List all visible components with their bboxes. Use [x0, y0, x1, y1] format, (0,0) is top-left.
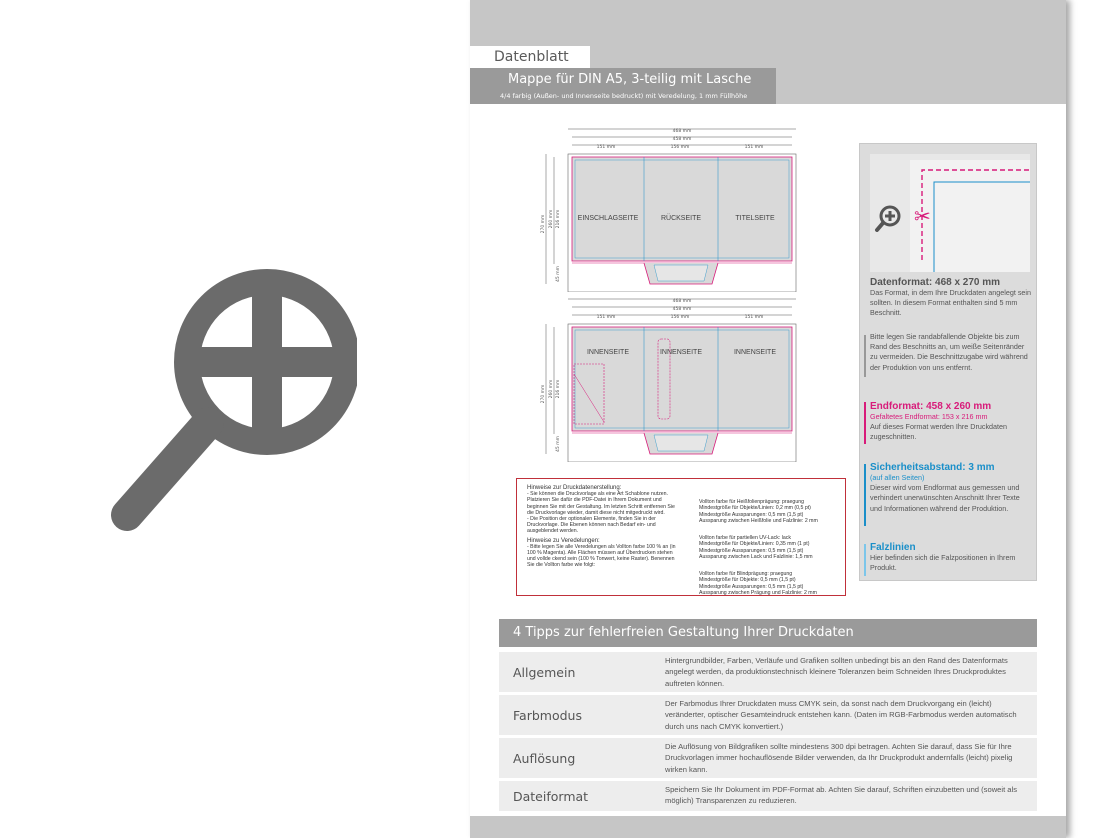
safety-text: Dieser wird vom Endformat aus gemessen und verhindert unerwünschten Anschnitt Ihrer Texte und Informationen während der Produktion.	[870, 483, 1020, 513]
dim-height-panel: 216 mm	[556, 379, 561, 399]
tip-row-allgemein	[499, 652, 1037, 692]
bleed-preview	[870, 154, 1030, 272]
dim-panel-left: 151 mm	[596, 315, 616, 320]
dim-inner: 458 mm	[672, 307, 692, 312]
fold-marker	[864, 544, 866, 576]
hint-finishing: - Bitte legen Sie alle Veredelungen als Vollton farbe 100 % an (in 100 % Magenta). Alle Flächen müssen auf Überdrucken stehen und vollde ckend sein (100 % Tonwert, keine Raster). Benennen Sie die Vollton farbe wie folgt:	[527, 543, 676, 569]
tips-title-bar: 4 Tipps zur fehlerfreien Gestaltung Ihrer Druckdaten	[499, 619, 1037, 647]
scissors-icon: ✂	[914, 204, 931, 228]
hint-layers: - Die Position der optionalen Elemente, finden Sie in der Druckvorlage. Die Ebenen können nach Bedarf ein- und ausgeblendet werden.	[527, 516, 656, 535]
dim-panel-right: 151 mm	[744, 315, 764, 320]
datenformat-title: Datenformat: 468 x 270 mm	[870, 277, 1001, 288]
tip-label: Farbmodus	[513, 708, 582, 723]
safety-marker	[864, 464, 866, 526]
datenformat-text: Das Format, in dem Ihre Druckdaten angelegt sein sollten. In diesem Format enthalten sind 5 mm Beschnitt.	[870, 288, 1031, 318]
hints-right	[699, 493, 849, 602]
dim-total: 468 mm	[672, 299, 692, 304]
dim-flap: 45 mm	[556, 436, 561, 452]
datenformat-section	[870, 277, 1032, 319]
tip-row-aufloesung	[499, 738, 1037, 778]
label-titelseite: TITELSEITE	[735, 215, 775, 222]
diagram-inner	[540, 294, 802, 462]
bleed-marker	[864, 335, 866, 377]
dim-panel-mid: 156 mm	[670, 315, 690, 320]
dim-height-inner: 260 mm	[549, 379, 554, 399]
magnifier-plus-icon[interactable]	[874, 204, 902, 232]
tip-text: Hintergrundbilder, Farben, Verläufe und Grafiken sollten unbedingt bis an den Rand des Datenformats angelegt werden, da produktionstechnisch kleinere Toleranzen beim Schneiden Ihres Druckproduktes auftreten können.	[665, 656, 1008, 688]
product-subtitle: 4/4 farbig (Außen- und Innenseite bedruckt) mit Veredelung, 1 mm Füllhöhe	[500, 92, 748, 100]
label-einschlagseite: EINSCHLAGSEITE	[577, 215, 639, 222]
tip-row-dateiformat	[499, 781, 1037, 811]
endformat-marker	[864, 402, 866, 444]
dim-height-panel: 216 mm	[556, 209, 561, 229]
dim-inner: 458 mm	[672, 137, 692, 142]
tip-label: Allgemein	[513, 665, 576, 680]
endformat-subtitle: Gefaltetes Endformat: 153 x 216 mm	[870, 412, 988, 421]
label-innenseite-left: INNENSEITE	[586, 349, 630, 356]
label-innenseite-right: INNENSEITE	[733, 349, 777, 356]
tip-text: Die Auflösung von Bildgrafiken sollte mindestens 300 dpi betragen. Achten Sie darauf, dass Sie für Ihre Druckvorlagen immer hochauflösende Bilder verwenden, da Ihr Druckprodukt andernfalls (leicht) pixelig wirken kann.	[665, 742, 1013, 774]
label-rueckseite: RÜCKSEITE	[660, 215, 702, 222]
hints-finishing-title: Hinweise zu Veredelungen:	[527, 537, 600, 544]
datasheet-tab: Datenblatt	[470, 46, 590, 68]
safety-title: Sicherheitsabstand: 3 mm	[870, 462, 995, 473]
endformat-title: Endformat: 458 x 260 mm	[870, 401, 992, 412]
endformat-text: Auf dieses Format werden Ihre Druckdaten zugeschnitten.	[870, 422, 1008, 442]
dim-panel-right: 151 mm	[744, 145, 764, 150]
dim-flap: 45 mm	[556, 266, 561, 282]
hints-left	[527, 485, 677, 569]
tip-text: Der Farbmodus Ihrer Druckdaten muss CMYK sein, da sonst nach dem Druckvorgang ein (leicht) veränderter, optischer Gesamteindruck entstehen kann. (Daten im RGB-Farbmodus werden automatisch durch uns nach CMYK konvertiert.)	[665, 699, 1017, 731]
hint-uv-lack: Vollton farbe für partiellen UV-Lack: lack Mindestgröße für Objekte/Linien: 0,35 mm (1 pt) Mindestgröße Aussparungen: 0,5 mm (1,5 pt) Aussparung zwischen Lack und Falzlinie: 1,5 mm	[699, 535, 813, 560]
hint-blind-embossing: Vollton farbe für Blindprägung: praegung Mindestgröße für Objekte: 0,5 mm (1,5 pt) Mindestgröße Aussparungen: 0,5 mm (1,5 pt) Aussparung zwischen Prägung und Falzlinie: 2 mm	[699, 571, 817, 596]
dim-height-total: 270 mm	[541, 214, 546, 234]
hints-title: Hinweise zur Druckdatenerstellung:	[527, 485, 622, 491]
safety-section	[870, 462, 1032, 514]
dim-total: 468 mm	[672, 129, 692, 134]
tip-row-farbmodus	[499, 695, 1037, 735]
format-info-panel	[859, 143, 1037, 581]
dim-height-total: 270 mm	[541, 384, 546, 404]
title-bar	[470, 68, 776, 104]
hints-box	[516, 478, 846, 596]
dim-panel-mid: 156 mm	[670, 145, 690, 150]
fold-section	[870, 542, 1032, 573]
product-title: Mappe für DIN A5, 3-teilig mit Lasche	[508, 72, 752, 87]
bleed-section	[870, 332, 1032, 373]
tip-label: Dateiformat	[513, 789, 589, 804]
datasheet-page	[470, 0, 1066, 838]
diagram-outer	[540, 124, 802, 292]
label-innenseite-mid: INNENSEITE	[659, 349, 703, 356]
footer-band	[470, 816, 1066, 838]
dim-height-inner: 260 mm	[549, 209, 554, 229]
zoom-in-icon[interactable]	[105, 265, 357, 545]
bleed-text: Bitte legen Sie randabfallende Objekte bis zum Rand des Beschnitts an, um weiße Seitenränder zu vermeiden. Die Beschnittzugabe wird während der Produktion von uns entfernt.	[870, 332, 1028, 372]
tip-text: Speichern Sie Ihr Dokument im PDF-Format ab. Achten Sie darauf, Schriften einzubetten und (soweit als möglich) Transparenzen zu reduzieren.	[665, 785, 1018, 806]
fold-title: Falzlinien	[870, 542, 916, 553]
endformat-section	[870, 401, 1032, 443]
dim-panel-left: 151 mm	[596, 145, 616, 150]
tip-label: Auflösung	[513, 751, 576, 766]
hint-template: - Sie können die Druckvorlage als eine Art Schablone nutzen. Platzieren Sie dafür die PDF-Datei in Ihrem Dokument und beginnen Sie mit der Gestaltung. Im letzten Schritt entfernen Sie die Druckvorlage wieder, damit diese nicht mitgedruckt wird.	[527, 491, 675, 516]
hint-hot-foil: Vollton farbe für Heißfolienprägung: praegung Mindestgröße für Objekte/Linien: 0,2 mm (0,5 pt) Mindestgröße Aussparungen: 0,5 mm (1,5 pt) Aussparung zwischen Heißfolie und Falzlinie: 2 mm	[699, 499, 818, 524]
fold-text: Hier befinden sich die Falzpositionen in Ihrem Produkt.	[870, 553, 1016, 573]
safety-subtitle: (auf allen Seiten)	[870, 473, 925, 482]
